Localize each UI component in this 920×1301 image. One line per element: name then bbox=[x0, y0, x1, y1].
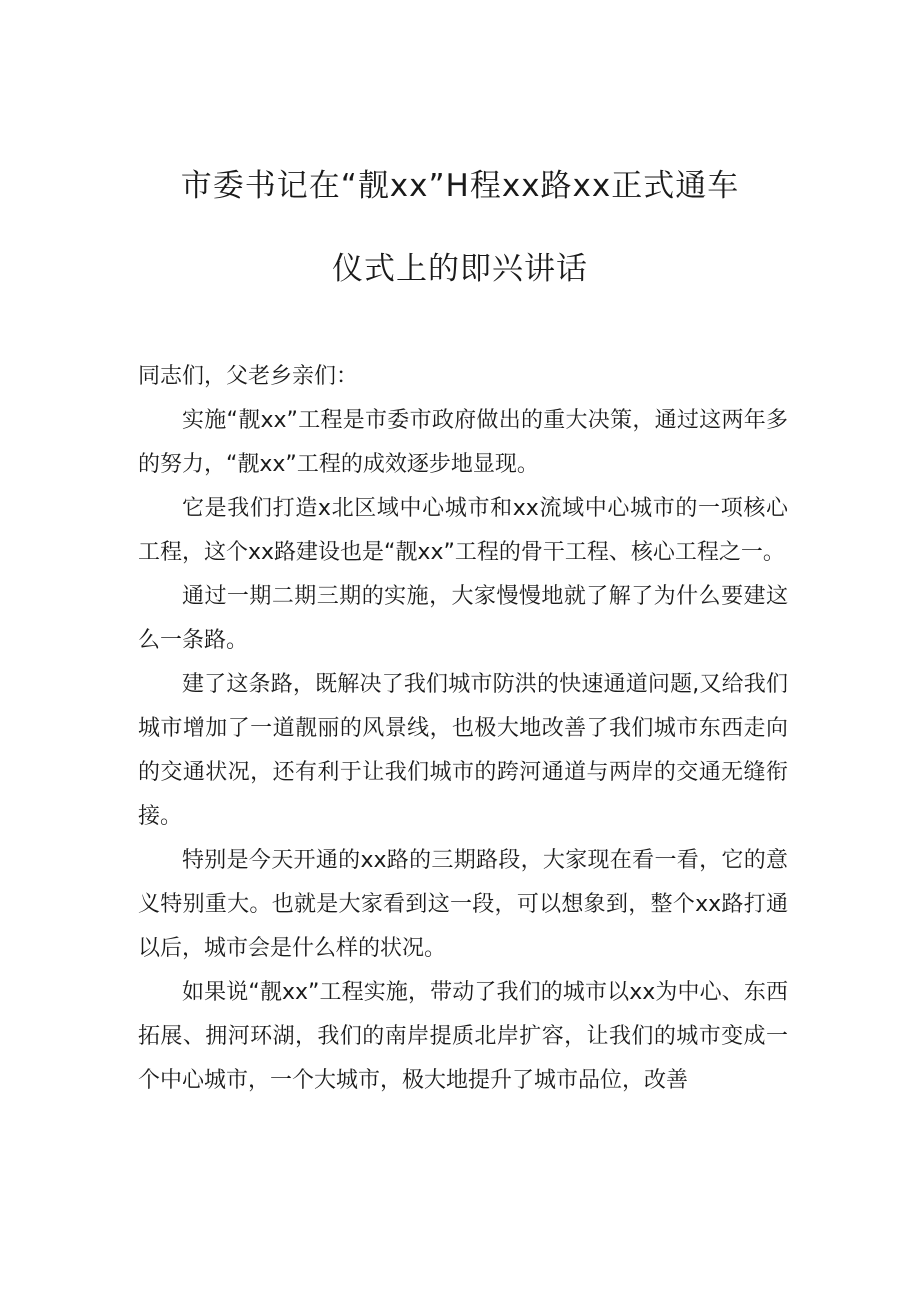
paragraph-4: 建了这条路，既解决了我们城市防洪的快速通道问题,又给我们城市增加了一道靓丽的风景线，也极大地改善了我们城市东西走向的交通状况，还有利于让我们城市的跨河通道与两岸的交通无缝衔接。 bbox=[138, 672, 788, 829]
paragraph-3: 通过一期二期三期的实施，大家慢慢地就了解了为什么要建这么一条路。 bbox=[138, 584, 788, 653]
paragraph-6: 如果说“靓xx”工程实施，带动了我们的城市以xx为中心、东西拓展、拥河环湖，我们的南岸提质北岸扩容，让我们的城市变成一个中心城市，一个大城市，极大地提升了城市品位，改善 bbox=[138, 980, 788, 1093]
paragraph-5: 特别是今天开通的xx路的三期路段，大家现在看一看，它的意义特别重大。也就是大家看到这一段，可以想象到，整个xx路打通以后，城市会是什么样的状况。 bbox=[138, 848, 788, 961]
salutation: 同志们，父老乡亲们： bbox=[138, 364, 359, 389]
paragraph-1: 实施“靓xx”工程是市委市政府做出的重大决策，通过这两年多的努力，“靓xx”工程的成效逐步地显现。 bbox=[138, 408, 788, 477]
paragraph-2: 它是我们打造x北区域中心城市和xx流域中心城市的一项核心工程，这个xx路建设也是“靓xx”工程的骨干工程、核心工程之一。 bbox=[138, 496, 788, 565]
document-title-line-1: 市委书记在“靓xx”H程xx路xx正式通车 bbox=[180, 168, 740, 204]
document-title-line-2: 仪式上的即兴讲话 bbox=[332, 251, 588, 287]
document-body bbox=[138, 355, 788, 1103]
